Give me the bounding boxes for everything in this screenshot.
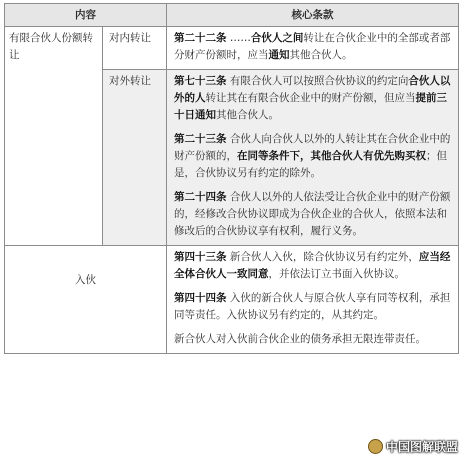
clause-text: …… (226, 32, 251, 44)
clause-text: ，并依法订立书面入伙协议。 (268, 268, 405, 280)
clause-text: 转让其在有限合伙企业中的财产份额，但应当 (205, 92, 416, 104)
emphasis-text: 第四十三条 (174, 251, 227, 263)
clause-article-44 (174, 290, 452, 324)
category-transfer: 有限合伙人份额转让 (5, 27, 103, 246)
emphasis-text: 应当经全体合伙人一致同意 (174, 251, 451, 280)
watermark-text: 中国图解联盟 (385, 440, 458, 454)
clause-article-43 (174, 249, 452, 283)
clause-article-23 (174, 131, 452, 182)
emphasis-text: 第七十三条 (174, 75, 227, 87)
clause-article-22 (174, 30, 452, 64)
emphasis-text: 第四十四条 (174, 292, 227, 304)
emphasis-text: 在同等条件下，其他合伙人有优先购买权 (237, 150, 426, 162)
law-table (4, 3, 459, 354)
clause-admission (167, 246, 459, 354)
clause-text: ；但是，合伙协议另有约定的除外。 (174, 150, 447, 179)
clause-text: 入伙的新合伙人与原合伙人享有同等权利，承担同等责任。入伙协议另有约定的，从其约定。 (174, 292, 451, 321)
header-row (5, 4, 459, 27)
category-admission: 入伙 (5, 246, 167, 354)
sub-internal: 对内转让 (103, 27, 167, 70)
clause-text: 转让在合伙企业中的全部或者部分财产份额时，应当 (174, 32, 451, 61)
clause-admission-liability (174, 331, 452, 348)
clause-text: 合伙人以外的人依法受让合伙企业中的财产份额的，经修改合伙协议即成为合伙企业的合伙人，依照本法和修改后的合伙协议享有权利，履行义务。 (174, 191, 451, 237)
clause-text: 有限合伙人可以按照合伙协议的约定向 (226, 75, 409, 87)
emphasis-text: 合伙人之间 (250, 32, 304, 44)
clause-internal (167, 27, 459, 70)
clause-article-73 (174, 73, 452, 124)
clause-external (167, 70, 459, 246)
header-content: 内容 (5, 4, 167, 27)
clause-text: 其他合伙人。 (289, 49, 353, 61)
clause-text: 新合伙人入伙，除合伙协议另有约定外， (226, 251, 419, 263)
emphasis-text: 第二十二条 (174, 32, 227, 44)
emphasis-text: 第二十四条 (174, 191, 227, 203)
clause-text: 新合伙人对入伙前合伙企业的债务承担无限连带责任。 (174, 333, 426, 345)
row-admission (5, 246, 459, 354)
emphasis-text: 提前三十日通知 (174, 92, 447, 121)
row-internal-transfer (5, 27, 459, 70)
seal-logo-icon (368, 439, 383, 454)
header-core-clauses: 核心条款 (167, 4, 459, 27)
emphasis-text: 合伙人以外的人 (174, 75, 451, 104)
emphasis-text: 第二十三条 (174, 133, 227, 145)
clause-text: 其他合伙人。 (216, 109, 279, 121)
emphasis-text: 通知 (268, 49, 290, 61)
watermark (368, 438, 458, 455)
sub-external: 对外转让 (103, 70, 167, 246)
clause-article-24 (174, 189, 452, 240)
clause-text: 合伙人向合伙人以外的人转让其在合伙企业中的财产份额的， (174, 133, 451, 162)
